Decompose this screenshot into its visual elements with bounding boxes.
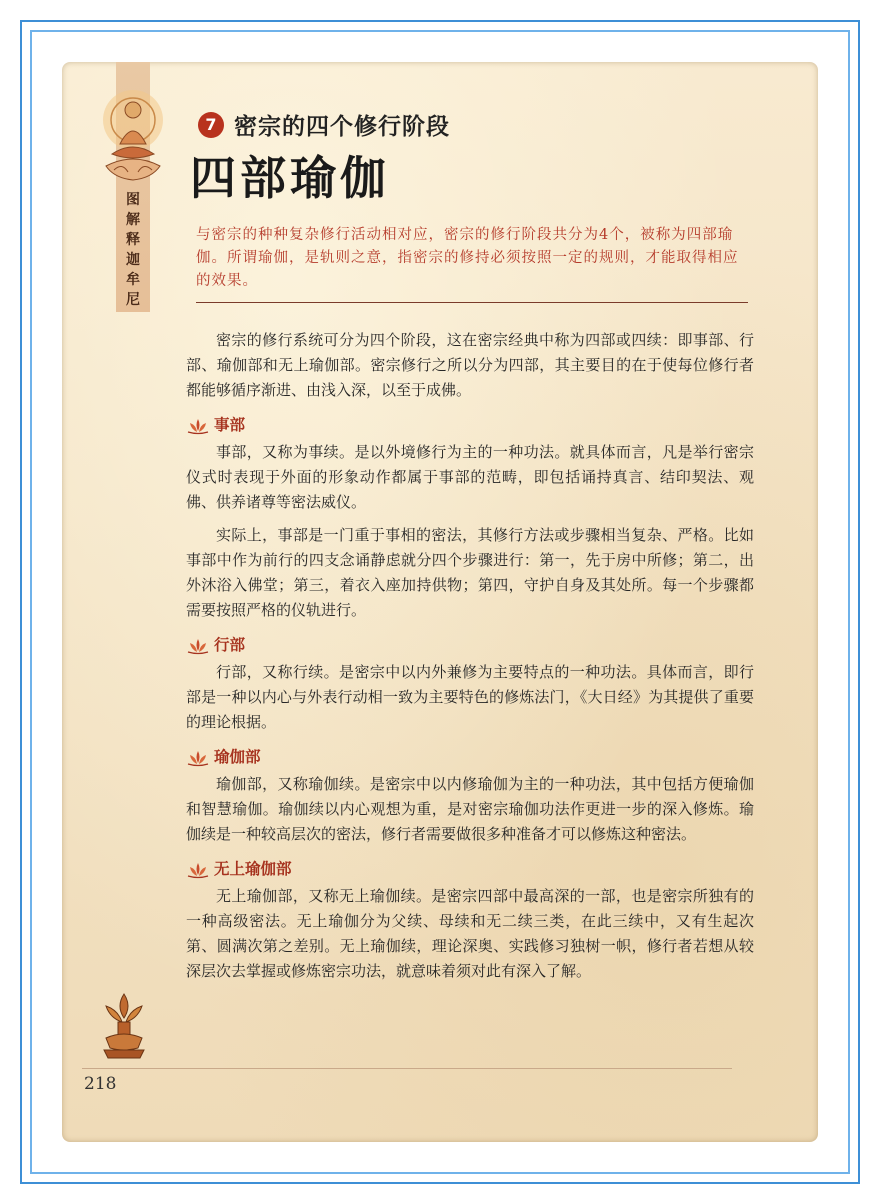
dharma-ornament-icon <box>98 990 150 1060</box>
footer-divider <box>82 1068 732 1069</box>
lead-paragraph: 密宗的修行系统可分为四个阶段，这在密宗经典中称为四部或四续：即事部、行部、瑜伽部和无上瑜伽部。密宗修行之所以分为四部，其主要目的在于使每位修行者都能够循序渐进、由浅入深，以至于成佛。 <box>186 331 754 399</box>
lotus-icon <box>186 637 210 655</box>
section-heading-label: 瑜伽部 <box>214 748 261 766</box>
lotus-icon <box>186 749 210 767</box>
section-heading-label: 行部 <box>214 636 246 654</box>
section-heading-shibu <box>186 413 754 438</box>
page-title: 四部瑜伽 <box>190 151 390 205</box>
paragraph: 无上瑜伽部，又称无上瑜伽续。是密宗四部中最高深的一部，也是密宗所独有的一种高级密法。无上瑜伽分为父续、母续和无二续三类，在此三续中，又有生起次第、圆满次第之差别。无上瑜伽续，理论深奥、实践修习独树一帜，修行者若想从较深层次去掌握或修炼密宗功法，就意味着须对此有深入了解。 <box>186 887 754 980</box>
intro-summary: 与密宗的种种复杂修行活动相对应，密宗的修行阶段共分为4个，被称为四部瑜伽。所谓瑜伽，是轨则之意，指密宗的修持必须按照一定的规则，才能取得相应的效果。 <box>196 227 739 289</box>
section-heading-xingbu <box>186 633 754 658</box>
page-number: 218 <box>84 1074 117 1094</box>
section-title: 密宗的四个修行阶段 <box>234 114 450 140</box>
book-page <box>62 62 818 1142</box>
paragraph: 瑜伽部，又称瑜伽续。是密宗中以内修瑜伽为主的一种功法，其中包括方便瑜伽和智慧瑜伽。瑜伽续以内心观想为重，是对密宗瑜伽功法作更进一步的深入修炼。瑜伽续是一种较高层次的密法，修行者需要做很多种准备才可以修炼这种密法。 <box>186 775 754 843</box>
article-body <box>186 328 754 992</box>
intro-divider <box>196 302 748 303</box>
section-heading-label: 无上瑜伽部 <box>214 860 292 878</box>
lotus-icon <box>186 861 210 879</box>
section-number-badge: 7 <box>198 112 224 138</box>
section-heading-yujiabu <box>186 745 754 770</box>
section-heading-wushang <box>186 857 754 882</box>
buddha-icon <box>92 82 174 192</box>
paragraph: 事部，又称为事续。是以外境修行为主的一种功法。就具体而言，凡是举行密宗仪式时表现于外面的形象动作都属于事部的范畴，即包括诵持真言、结印契法、观佛、供养诸尊等密法威仪。 <box>186 443 754 511</box>
lotus-icon <box>186 417 210 435</box>
section-heading-label: 事部 <box>214 416 246 434</box>
paragraph: 实际上，事部是一门重于事相的密法，其修行方法或步骤相当复杂、严格。比如事部中作为前行的四支念诵静虑就分四个步骤进行：第一，先于房中所修；第二，出外沐浴入佛堂；第三，着衣入座加持供物；第四，守护自身及其处所。每一个步骤都需要按照严格的仪轨进行。 <box>186 526 754 619</box>
book-series-title: 图解释迦牟尼 <box>126 192 140 308</box>
paragraph: 行部，又称行续。是密宗中以内外兼修为主要特点的一种功法。具体而言，即行部是一种以内心与外表行动相一致为主要特色的修炼法门，《大日经》为其提供了重要的理论根据。 <box>186 663 754 731</box>
